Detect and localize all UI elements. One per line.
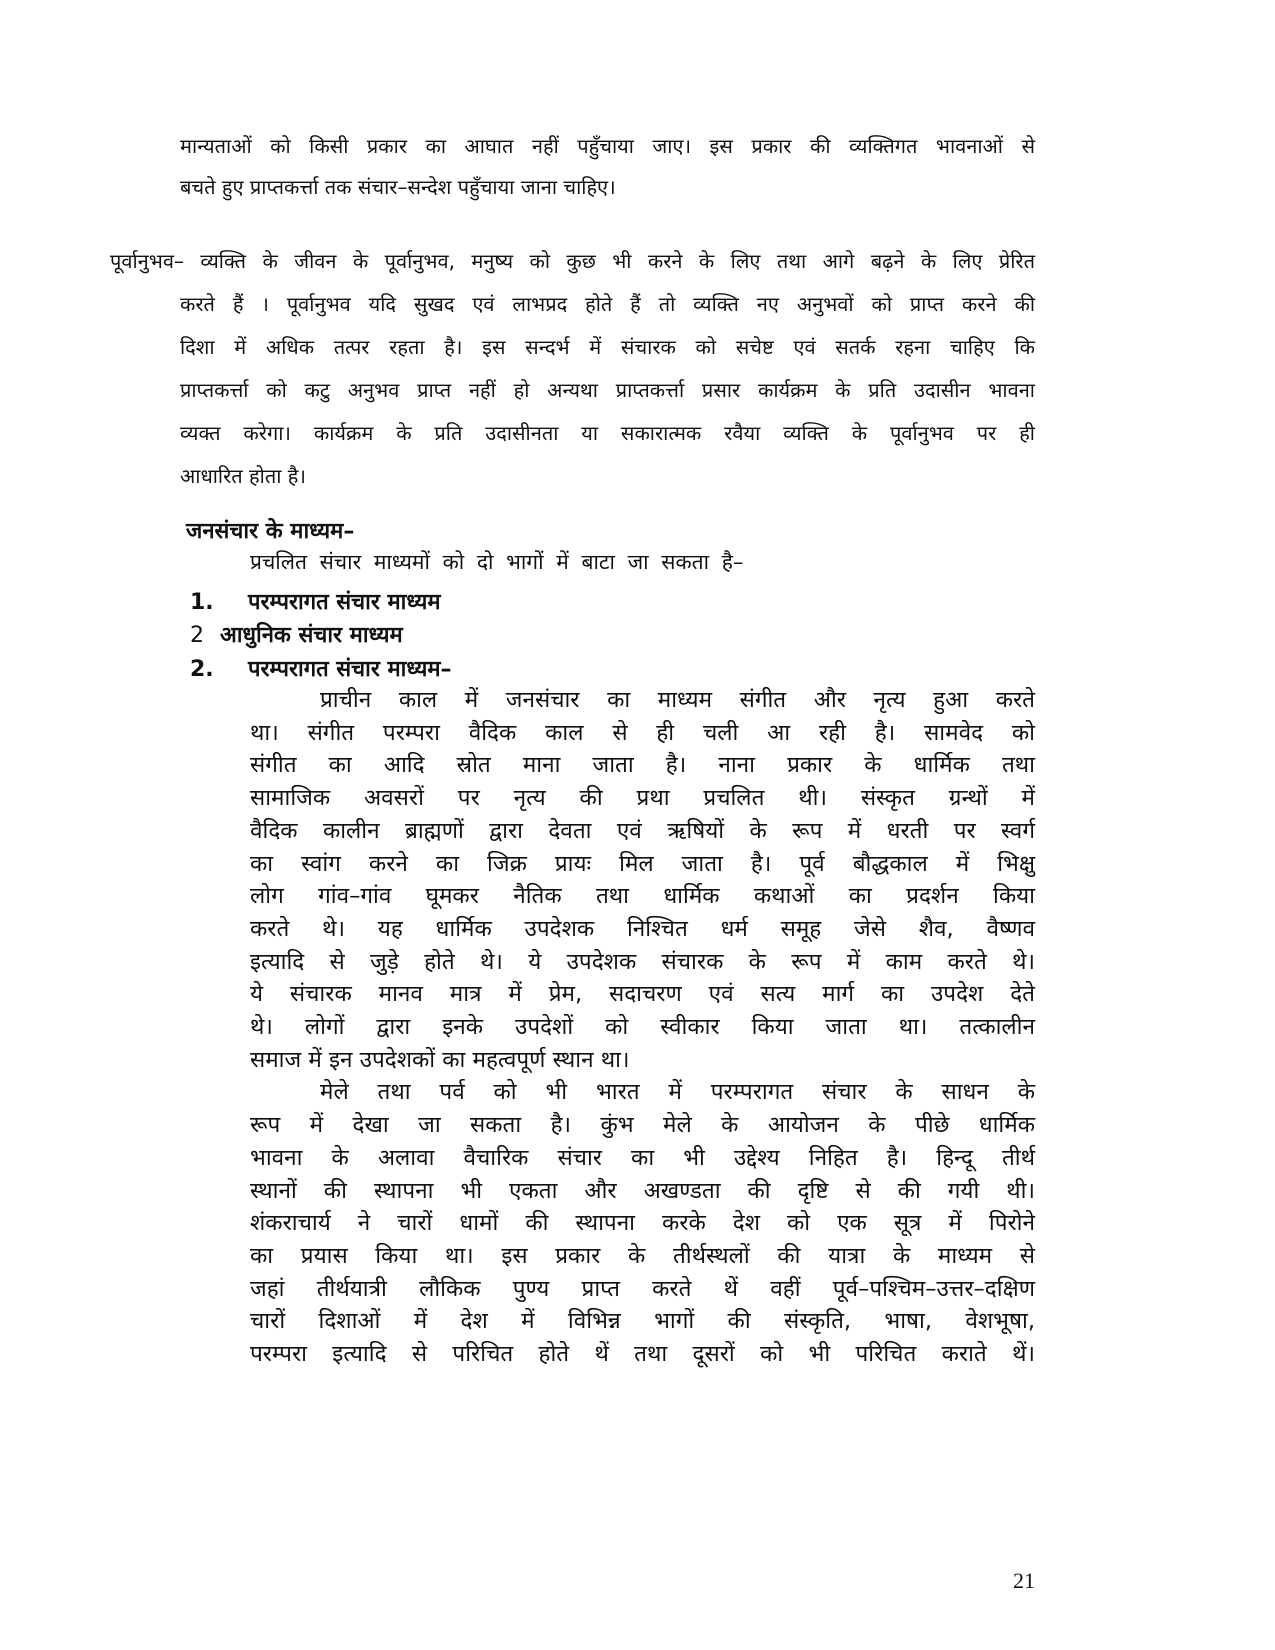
text-line: पूर्वानुभव– व्यक्ति के जीवन के पूर्वानुभव, मनुष्य को कुछ भी करने के लिए तथा आगे बढ़ने के लिए प्रेरित: [110, 249, 1035, 273]
list-item: [190, 653, 452, 683]
list-text: आधुनिक संचार माध्यम: [220, 623, 403, 648]
paragraph-continuation: [180, 126, 1035, 207]
text-line: करते हैं । पूर्वानुभव यदि सुखद एवं लाभप्रद होते हैं तो व्यक्ति नए अनुभवों को प्राप्त करने की: [180, 292, 1035, 316]
text-line: आधारित होता है।: [180, 464, 306, 488]
text-line: सामाजिक अवसरों पर नृत्य की प्रथा प्रचलित थी। संस्कृत ग्रन्थों में: [250, 785, 1035, 812]
text-line: रूप में देखा जा सकता है। कुंभ मेले के आयोजन के पीछे धार्मिक: [250, 1112, 1035, 1139]
text-line: करते थे। यह धार्मिक उपदेशक निश्चित धर्म समूह जेसे शैव, वैष्णव: [250, 915, 1035, 942]
body-text: [250, 684, 1035, 1371]
text-line: बचते हुए प्राप्तकर्त्ता तक संचार–सन्देश पहुँचाया जाना चाहिए।: [180, 174, 616, 199]
text-line: व्यक्त करेगा। कार्यक्रम के प्रति उदासीनता या सकारात्मक रवैया व्यक्ति के पूर्वानुभव पर ही: [180, 421, 1035, 445]
text-line: वैदिक कालीन ब्राह्मणों द्वारा देवता एवं ऋषियों के रूप में धरती पर स्वर्ग: [250, 817, 1035, 844]
text-line: था। संगीत परम्परा वैदिक काल से ही चली आ रही है। सामवेद को: [250, 719, 1035, 746]
list-text: परम्परागत संचार माध्यम–: [248, 657, 452, 682]
page-number: 21: [1013, 1568, 1035, 1593]
list-item: [190, 586, 441, 616]
list-number: 2.: [190, 657, 214, 682]
text-line: का स्वांग करने का जिक्र प्रायः मिल जाता है। पूर्व बौद्धकाल में भिक्षु: [250, 850, 1035, 877]
text-line: जहां तीर्थयात्री लौकिक पुण्य प्राप्त करते थें वहीं पूर्व–पश्चिम–उत्तर–दक्षिण: [250, 1275, 1035, 1302]
list-number: 2: [190, 623, 204, 648]
text-line: इत्यादि से जुड़े होते थे। ये उपदेशक संचारक के रूप में काम करते थे।: [250, 948, 1035, 975]
section-heading: जनसंचार के माध्यम–: [186, 519, 355, 544]
text-line: भावना के अलावा वैचारिक संचार का भी उद्देश्य निहित है। हिन्दू तीर्थ: [250, 1144, 1035, 1171]
list-item: [190, 619, 403, 649]
text-line: समाज में इन उपदेशकों का महत्वपूर्ण स्थान था।: [250, 1046, 630, 1073]
text-line: प्राप्तकर्त्ता को कटु अनुभव प्राप्त नहीं हो अन्यथा प्राप्तकर्त्ता प्रसार कार्यक्रम के प्रति उदासीन भावना: [180, 378, 1035, 402]
paragraph-purvanubhav: [110, 240, 1035, 498]
section-intro: प्रचलित संचार माध्यमों को दो भागों में बाटा जा सकता है–: [250, 550, 744, 574]
text-line: लोग गांव–गांव घूमकर नैतिक तथा धार्मिक कथाओं का प्रदर्शन किया: [250, 883, 1035, 910]
list-number: 1.: [190, 590, 214, 615]
list-text: परम्परागत संचार माध्यम: [248, 590, 441, 615]
text-line: प्राचीन काल में जनसंचार का माध्यम संगीत और नृत्य हुआ करते: [320, 687, 1035, 713]
text-line: शंकराचार्य ने चारों धामों की स्थापना करके देश को एक सूत्र में पिरोने: [250, 1210, 1035, 1237]
text-line: का प्रयास किया था। इस प्रकार के तीर्थस्थलों की यात्रा के माध्यम से: [250, 1242, 1035, 1269]
text-line: मेले तथा पर्व को भी भारत में परम्परागत संचार के साधन के: [320, 1079, 1035, 1106]
text-line: थे। लोगों द्वारा इनके उपदेशों को स्वीकार किया जाता था। तत्कालीन: [250, 1014, 1035, 1041]
text-line: स्थानों की स्थापना भी एकता और अखण्डता की दृष्टि से की गयी थी।: [250, 1177, 1035, 1204]
text-line: दिशा में अधिक तत्पर रहता है। इस सन्दर्भ में संचारक को सचेष्ट एवं सतर्क रहना चाहिए कि: [180, 335, 1035, 359]
text-line: मान्यताओं को किसी प्रकार का आघात नहीं पहुँचाया जाए। इस प्रकार की व्यक्तिगत भावनाओं से: [180, 134, 1035, 158]
text-line: परम्परा इत्यादि से परिचित होते थें तथा दूसरों को भी परिचित कराते थें।: [250, 1341, 1035, 1368]
text-line: संगीत का आदि स्रोत माना जाता है। नाना प्रकार के धार्मिक तथा: [250, 752, 1035, 779]
text-line: चारों दिशाओं में देश में विभिन्न भागों की संस्कृति, भाषा, वेशभूषा,: [250, 1308, 1035, 1335]
text-line: ये संचारक मानव मात्र में प्रेम, सदाचरण एवं सत्य मार्ग का उपदेश देते: [250, 981, 1035, 1008]
